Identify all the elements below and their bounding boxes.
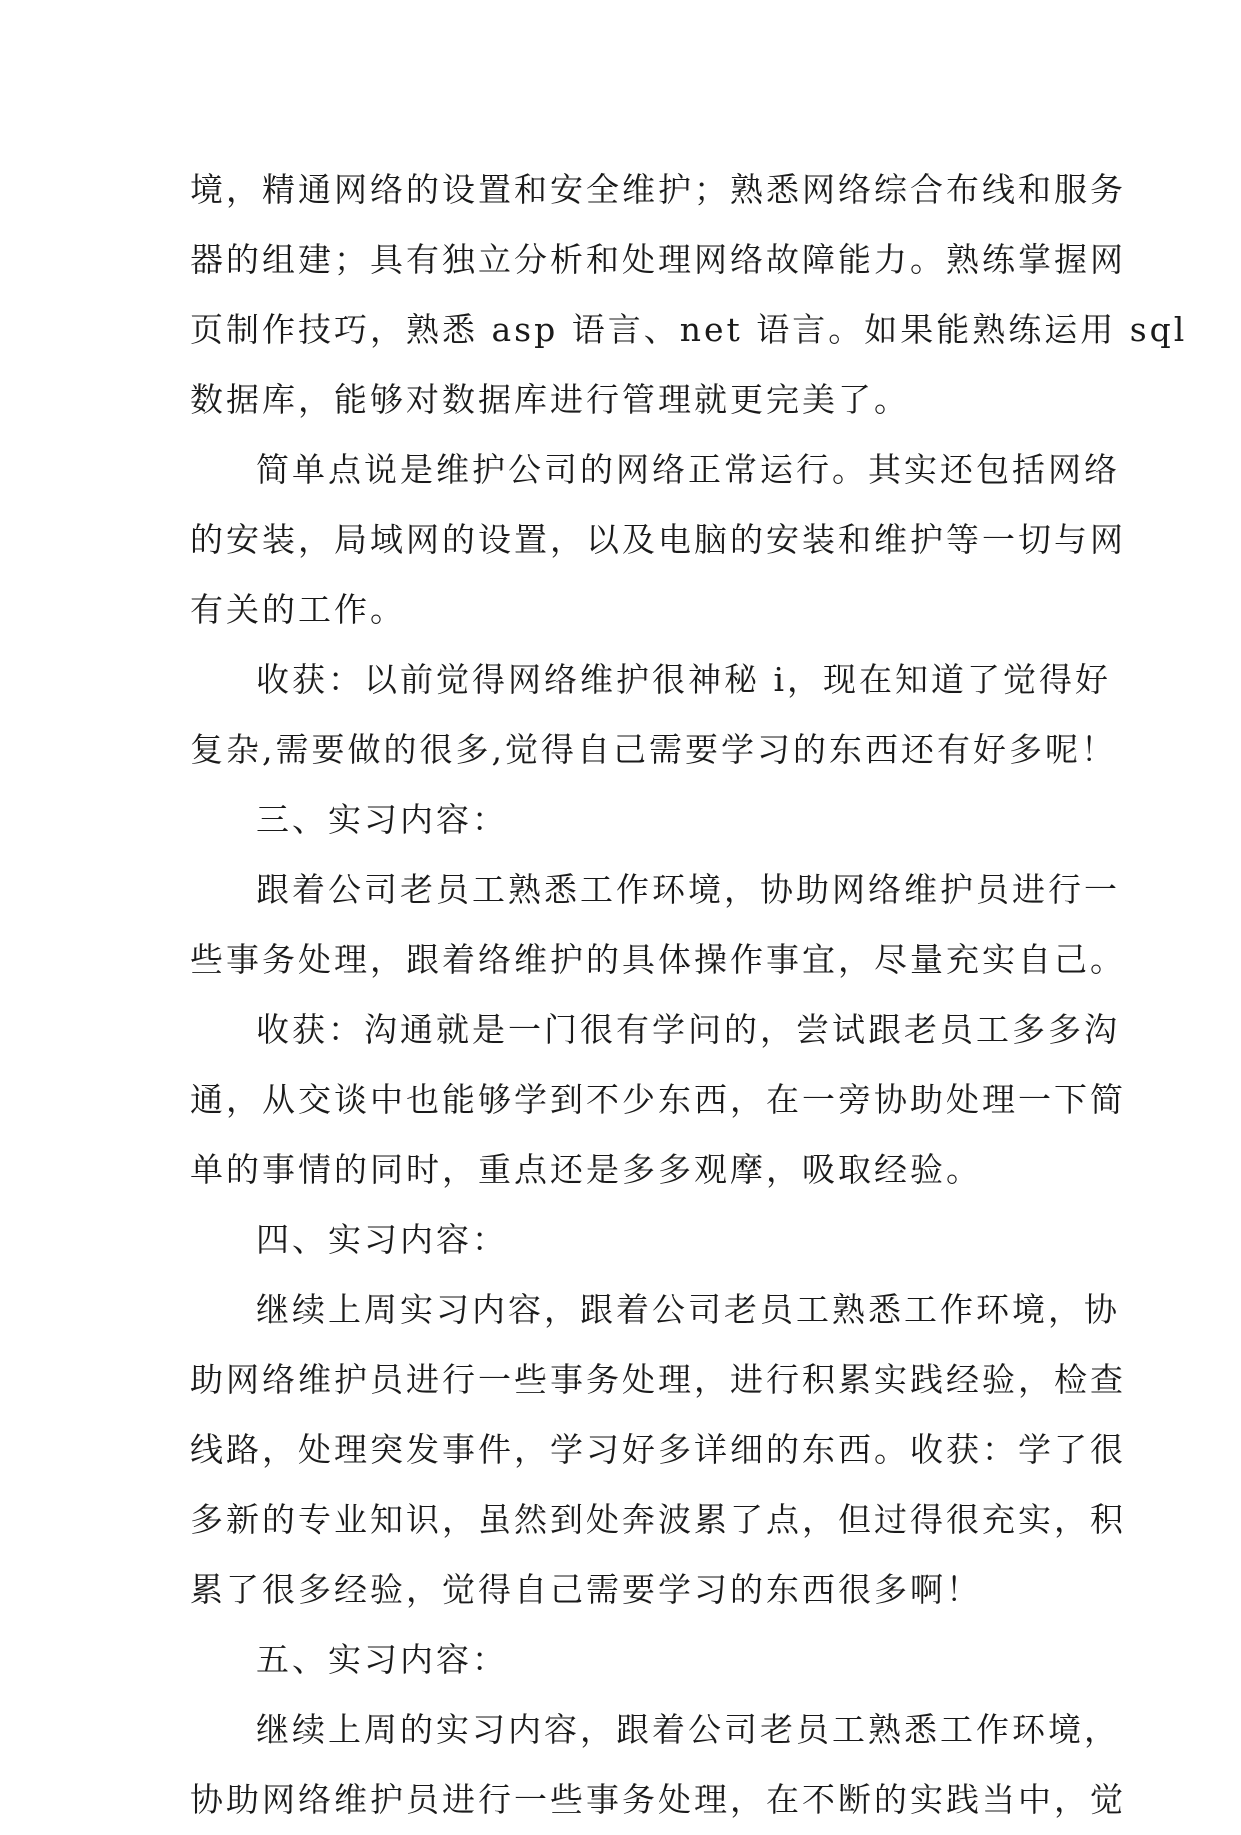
section-heading: 四、实习内容： [256,1220,508,1259]
text-line: 的安装，局域网的设置，以及电脑的安装和维护等一切与网 [190,520,1126,559]
text-line: 简单点说是维护公司的网络正常运行。其实还包括网络 [256,450,1120,489]
text-line: 收获：以前觉得网络维护很神秘 i，现在知道了觉得好 [256,660,1112,699]
text-line: 继续上周的实习内容，跟着公司老员工熟悉工作环境， [256,1710,1120,1749]
text-line: 有关的工作。 [190,590,406,629]
text-line: 通，从交谈中也能够学到不少东西，在一旁协助处理一下简 [190,1080,1126,1119]
text-line: 器的组建；具有独立分析和处理网络故障能力。熟练掌握网 [190,240,1126,279]
text-line: 协助网络维护员进行一些事务处理，在不断的实践当中，觉 [190,1780,1126,1819]
text-line: 页制作技巧，熟悉 asp 语言、net 语言。如果能熟练运用 sql [190,310,1188,349]
text-line: 数据库，能够对数据库进行管理就更完美了。 [190,380,910,419]
text-line: 线路，处理突发事件，学习好多详细的东西。收获：学了很 [190,1430,1126,1469]
text-line: 累了很多经验，觉得自己需要学习的东西很多啊！ [190,1570,982,1609]
text-line: 些事务处理，跟着络维护的具体操作事宜，尽量充实自己。 [190,940,1126,979]
text-line: 境，精通网络的设置和安全维护；熟悉网络综合布线和服务 [190,170,1126,209]
text-line: 复杂,需要做的很多,觉得自己需要学习的东西还有好多呢！ [190,730,1117,769]
section-heading: 三、实习内容： [256,800,508,839]
text-line: 继续上周实习内容，跟着公司老员工熟悉工作环境，协 [256,1290,1120,1329]
text-line: 跟着公司老员工熟悉工作环境，协助网络维护员进行一 [256,870,1120,909]
text-line: 多新的专业知识，虽然到处奔波累了点，但过得很充实，积 [190,1500,1126,1539]
text-line: 单的事情的同时，重点还是多多观摩，吸取经验。 [190,1150,982,1189]
section-heading: 五、实习内容： [256,1640,508,1679]
text-line: 助网络维护员进行一些事务处理，进行积累实践经验，检查 [190,1360,1126,1399]
text-line: 收获：沟通就是一门很有学问的，尝试跟老员工多多沟 [256,1010,1120,1049]
document-body [190,155,1188,1835]
